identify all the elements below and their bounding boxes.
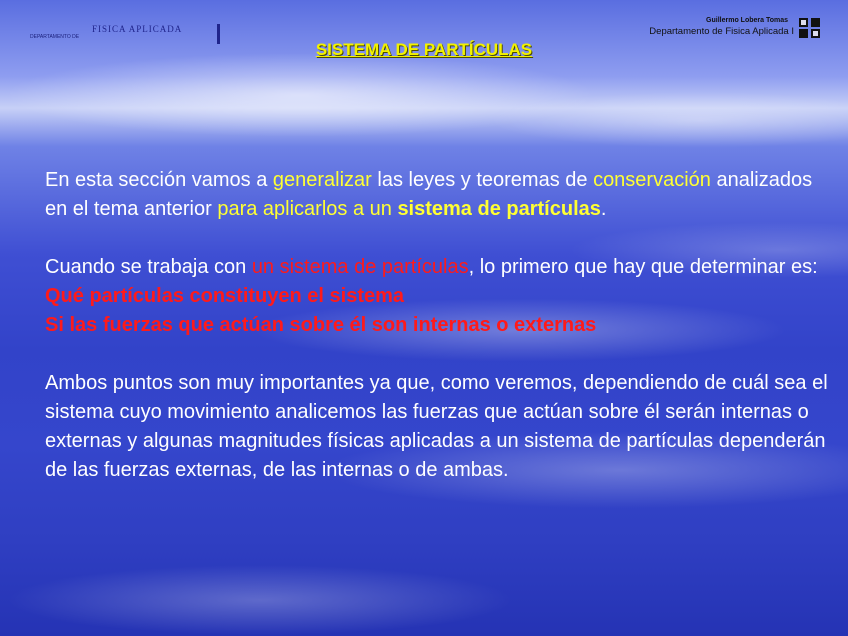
highlight-un-sistema: un sistema de partículas <box>251 256 469 278</box>
text-segment: , lo primero que hay que determinar es: <box>468 256 818 278</box>
logo-left-small-text: DEPARTAMENTO DE <box>30 34 80 40</box>
logo-left-big-text: FISICA APLICADA <box>92 24 183 34</box>
paragraph-conclusion: Ambos puntos son muy importantes ya que, como veremos, dependiendo de cuál sea el sistema cuyo movimiento analicemos las fuerzas que actúan sobre él serán internas o externas y algunas magnitudes físicas aplicadas a un sistema de partículas dependerán de las fuerzas externas, de las internas o de ambas. <box>45 372 828 481</box>
point-fuerzas: Si las fuerzas que actúan sobre él son internas o externas <box>45 314 597 336</box>
highlight-sistema-particulas: sistema de partículas <box>397 198 601 220</box>
slide-body <box>45 166 835 485</box>
paragraph-intro <box>45 166 835 224</box>
highlight-conservacion: conservación <box>593 169 711 191</box>
text-segment: . <box>600 198 607 220</box>
paragraph-determinar <box>45 253 835 282</box>
spacer <box>45 340 835 369</box>
text-segment: las leyes y teoremas de <box>371 169 594 191</box>
page-title: SISTEMA DE PARTÍCULAS <box>315 40 533 59</box>
university-logo-right <box>642 17 822 41</box>
author-name: Guillermo Lobera Tomas <box>706 17 788 24</box>
highlight-generalizar: generalizar <box>272 169 372 191</box>
university-emblem-icon <box>798 17 822 39</box>
text-segment: En esta sección vamos a <box>45 169 273 191</box>
department-name: Departamento de Fisica Aplicada I <box>649 26 794 37</box>
highlight-para-aplicarlos: para aplicarlos a un <box>217 198 398 220</box>
text-segment: Cuando se trabaja con <box>45 256 252 278</box>
text-segment: analizados en el tema anterior <box>45 169 813 220</box>
point-particulas: Qué partículas constituyen el sistema <box>45 285 405 307</box>
spacer <box>45 224 835 253</box>
